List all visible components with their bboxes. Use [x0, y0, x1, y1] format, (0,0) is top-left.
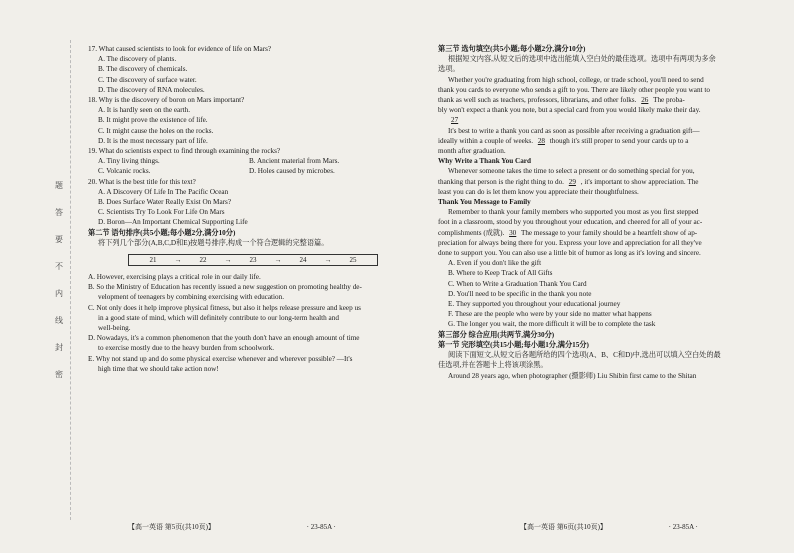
margin-char: 密 [55, 370, 63, 379]
page-label: 【高一英语 第5页(共10页)】 [128, 523, 215, 531]
margin-char: 题 [55, 181, 63, 190]
part-b: B. So the Ministry of Education has recently issued a new suggestion on promoting healthy de- [88, 283, 362, 292]
choice: G. The longer you wait, the more difficult it will be to complete the task [448, 320, 656, 329]
right-column [438, 44, 756, 381]
arrow-right-icon: → [324, 255, 332, 264]
arrow-right-icon: → [274, 255, 282, 264]
option: D. The discovery of RNA molecules. [98, 85, 205, 94]
blank-26: 26 [641, 96, 649, 105]
margin-char: 不 [55, 262, 63, 271]
option: B. The discovery of chemicals. [98, 65, 188, 74]
question-18: 18. Why is the discovery of boron on Mars important? [88, 96, 245, 105]
option: D. Boron—An Important Chemical Supporting Life [98, 218, 248, 227]
passage-line: month after graduation. [438, 147, 506, 156]
section-2-title: 第二节 语句排序(共5小题;每小题2分,满分10分) [88, 228, 236, 237]
part-e-cont: high time that we should take action now! [98, 364, 219, 373]
part-3-title: 第三部分 综合应用(共两节,满分30分) [438, 330, 555, 339]
margin-char: 要 [55, 235, 63, 244]
option: C. Volcanic rocks. [98, 167, 151, 176]
option: B. It might prove the existence of life. [98, 116, 208, 125]
binding-margin-text [52, 180, 66, 380]
choice: A. Even if you don't like the gift [448, 259, 542, 268]
choice: E. They supported you throughout your educational journey [448, 300, 621, 309]
passage-line: least you can do is let them know you appreciate their thoughtfulness. [438, 187, 639, 196]
question-19: 19. What do scientists expect to find through examining the rocks? [88, 147, 281, 156]
margin-char: 封 [55, 343, 63, 352]
subheading-why-write: Why Write a Thank You Card [438, 157, 531, 166]
margin-char: 答 [55, 208, 63, 217]
passage-line: It's best to write a thank you card as soon as possible after receiving a graduation gift— [448, 126, 700, 135]
option: A. A Discovery Of Life In The Pacific Ocean [98, 187, 229, 196]
part-c: C. Not only does it help improve physical fitness, but also it helps release pressure and keep us [88, 303, 361, 312]
option: D. Holes caused by microbes. [249, 167, 335, 176]
option: D. It is the most necessary part of life. [98, 136, 208, 145]
passage-line: preciation for always being there for you. Express your love and appreciation for all they've [438, 238, 702, 247]
part-3-instructions: 佳选项,并在答题卡上将该项涂黑。 [438, 361, 548, 370]
blank-30: 30 [509, 228, 517, 237]
passage-line: Around 28 years ago, when photographer (摄影师) Liu Shibin first came to the Shitan [448, 371, 697, 380]
choice: C. When to Write a Graduation Thank You Card [448, 279, 587, 288]
passage-line: done to support you. You can also use a little bit of humor as long as it's loving and sincere. [438, 249, 701, 258]
exam-code: · 23-85A · [668, 523, 698, 531]
passage-line: thank as well such as teachers, professors, librarians, and other folks. 26 The proba- [438, 96, 685, 105]
passage-line: thank you cards to everyone who sends a gift to you. There are likely other people you want to [438, 85, 710, 94]
left-footer [128, 522, 336, 532]
passage-line [438, 115, 756, 125]
option: A. The discovery of plants. [98, 55, 177, 64]
passage-line: complishments (成就). 30 The message to your family should be a heartfelt show of ap- [438, 228, 698, 237]
option: A. Tiny living things. [98, 157, 160, 166]
arrow-right-icon: → [174, 255, 182, 264]
margin-char: 内 [55, 289, 63, 298]
choice: D. You'll need to be specific in the thank you note [448, 289, 592, 298]
exam-code: · 23-85A · [306, 523, 336, 531]
passage-line: thanking that person is the right thing to do. 29 , it's important to show appreciation. The [438, 177, 699, 186]
part-b-cont: velopment of teenagers by combining exercising with education. [98, 293, 285, 302]
question-17: 17. What caused scientists to look for evidence of life on Mars? [88, 45, 272, 53]
passage-line: Whenever someone takes the time to select a present or do something special for you, [448, 167, 695, 176]
passage-line: foot in a classroom, stood by you throughout your education, and cheered for all of your ac- [438, 218, 703, 227]
choice: B. Where to Keep Track of All Gifts [448, 269, 553, 278]
option: A. It is hardly seen on the earth. [98, 106, 191, 115]
arrow-right-icon: → [224, 255, 232, 264]
binding-fold-line [70, 40, 71, 520]
passage-line: Remember to thank your family members who supported you most as you first stepped [448, 208, 699, 217]
option: C. It might cause the holes on the rocks. [98, 126, 214, 135]
sequence-slot: 23 [249, 255, 257, 264]
passage-line: Whether you're graduating from high school, college, or trade school, you'll need to send [448, 75, 704, 84]
passage-line: bly won't expect a thank you note, but a special card from you would likely make their day. [438, 106, 701, 115]
part-d-cont: to exercise mostly due to the heavy burden from schoolwork. [98, 344, 275, 353]
sequence-slot: 24 [299, 255, 307, 264]
subheading-family: Thank You Message to Family [438, 198, 531, 207]
options-row [88, 156, 400, 166]
option: C. The discovery of surface water. [98, 75, 197, 84]
section-3-instructions: 选项。 [438, 65, 460, 74]
part-c-cont: well-being. [98, 324, 131, 333]
passage-line: ideally within a couple of weeks. 28 though it's still proper to send your cards up to a [438, 136, 689, 145]
part-3-section-1: 第一节 完形填空(共15小题;每小题1分,满分15分) [438, 340, 589, 349]
option: C. Scientists Try To Look For Life On Mars [98, 208, 225, 217]
part-d: D. Nowadays, it's a common phenomenon that the youth don't have an enough amount of time [88, 334, 360, 343]
section-3-instructions: 根据短文内容,从短文后的选项中选出能填入空白处的最佳选项。选项中有两项为多余 [448, 55, 716, 64]
page-label: 【高一英语 第6页(共10页)】 [520, 523, 607, 531]
options-row [88, 166, 400, 176]
margin-char: 线 [55, 316, 63, 325]
part-c-cont: in a good state of mind, which will definitely contribute to our long-term health and [98, 313, 339, 322]
left-column [88, 44, 400, 374]
blank-28: 28 [537, 136, 545, 145]
part-3-instructions: 阅读下面短文,从短文后各题所给的四个选项(A、B、C和D)中,选出可以填入空白处的最 [448, 351, 721, 360]
part-a: A. However, exercising plays a critical role in our daily life. [88, 273, 261, 282]
blank-27: 27 [451, 116, 459, 125]
section-2-instructions: 将下列几个部分(A,B,C,D和E)按题号排序,构成一个符合逻辑的完整语篇。 [98, 238, 329, 247]
sequence-slot: 25 [349, 255, 357, 264]
question-20: 20. What is the best title for this text? [88, 177, 196, 186]
section-3-title: 第三节 选句填空(共5小题;每小题2分,满分10分) [438, 45, 586, 53]
sequence-slot: 22 [199, 255, 207, 264]
option: B. Does Surface Water Really Exist On Mars? [98, 198, 232, 207]
sequence-box [128, 254, 378, 266]
part-e: E. Why not stand up and do some physical exercise whenever and wherever possible? —It's [88, 354, 353, 363]
choice: F. These are the people who were by your side no matter what happens [448, 310, 652, 319]
sequence-slot: 21 [149, 255, 157, 264]
blank-29: 29 [568, 177, 576, 186]
option: B. Ancient material from Mars. [249, 157, 340, 166]
right-footer [520, 522, 698, 532]
